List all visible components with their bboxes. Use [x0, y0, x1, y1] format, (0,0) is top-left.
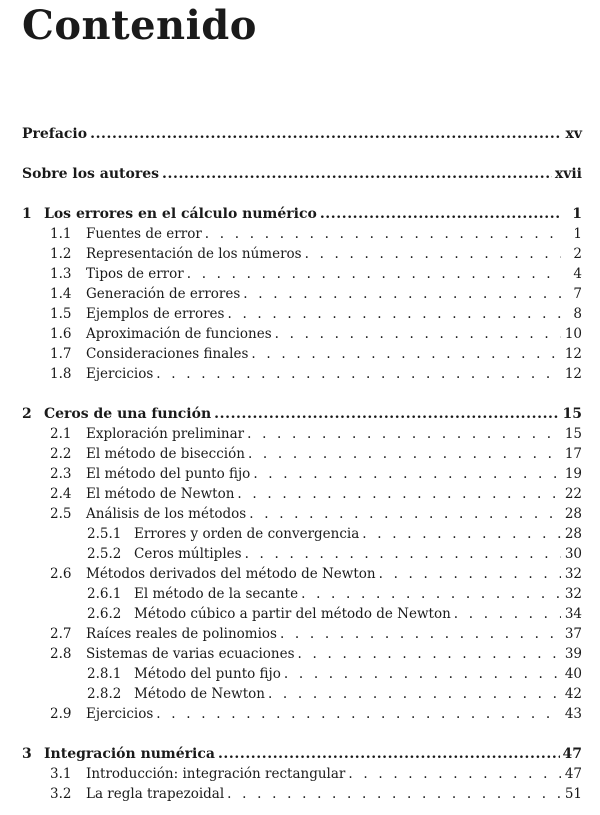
toc-entry-2-5[interactable]: [50, 505, 582, 523]
toc-entry-number: 1.4: [50, 286, 72, 302]
toc-entry-number: 2.5.1: [87, 526, 122, 542]
toc-entry-2-2[interactable]: [50, 445, 582, 463]
toc-entry-number: 2.9: [50, 706, 72, 722]
dot-leader: [249, 505, 561, 523]
toc-entry-label: El método del punto fijo: [86, 466, 251, 482]
dot-leader: [251, 345, 561, 363]
toc-entry-page: 1: [572, 206, 582, 222]
dot-leader: [301, 585, 561, 603]
toc-entry-label: Representación de los números: [86, 246, 302, 262]
toc-entry-number: 2.4: [50, 486, 72, 502]
dot-leader: [348, 765, 561, 783]
toc-entry-label: Aproximación de funciones: [86, 326, 272, 342]
dot-leader: [227, 785, 561, 803]
dot-leader: [275, 325, 561, 343]
toc-entry-page: xv: [565, 126, 582, 142]
toc-entry-1-7[interactable]: [50, 345, 582, 363]
toc-entry-2-7[interactable]: [50, 625, 582, 643]
toc-entry-2-9[interactable]: [50, 705, 582, 723]
toc-entry-number: 2.8: [50, 646, 72, 662]
toc-entry-label: Prefacio: [22, 126, 88, 142]
toc-entry-page: 7: [573, 286, 582, 302]
toc-entry-number: 1.8: [50, 366, 72, 382]
toc-entry-2-8[interactable]: [50, 645, 582, 663]
dot-leader: [156, 365, 561, 383]
toc-entry-page: 34: [564, 606, 582, 622]
toc-entry-label: Ejemplos de errores: [86, 306, 225, 322]
toc-entry-page: 2: [573, 246, 582, 262]
toc-entry-page: 40: [564, 666, 582, 682]
toc-entry-page: 8: [573, 306, 582, 322]
toc-entry-number: 1.6: [50, 326, 72, 342]
dot-leader: [305, 245, 561, 263]
toc-entry-number: 1.1: [50, 226, 72, 242]
dot-leader: [280, 625, 561, 643]
toc-entry-page: 30: [564, 546, 582, 562]
toc-entry-page: 39: [564, 646, 582, 662]
toc-entry-page: 12: [564, 366, 582, 382]
toc-entry-page: 17: [564, 446, 582, 462]
toc-entry-label: La regla trapezoidal: [86, 786, 225, 802]
dot-leader: [379, 565, 561, 583]
toc-entry-label: Ejercicios: [86, 366, 154, 382]
toc-entry-sobre-los-autores[interactable]: [22, 165, 582, 183]
toc-entry-label: Raíces reales de polinomios: [86, 626, 277, 642]
dot-leader: [156, 705, 561, 723]
dot-leader: [237, 485, 561, 503]
toc-entry-number: 2.8.1: [87, 666, 122, 682]
toc-entry-page: 12: [564, 346, 582, 362]
toc-entry-page: 42: [564, 686, 582, 702]
dot-leader: [454, 605, 561, 623]
page-title: Contenido: [22, 2, 257, 49]
dot-leader: [320, 205, 561, 223]
toc-entry-1-5[interactable]: [50, 305, 582, 323]
dot-leader: [243, 285, 561, 303]
toc-entry-number: 2: [22, 406, 32, 422]
toc-entry-1[interactable]: [22, 205, 582, 223]
toc-entry-label: Ceros de una función: [44, 406, 212, 422]
toc-entry-2[interactable]: [22, 405, 582, 423]
dot-leader: [214, 405, 559, 423]
toc-entry-3-2[interactable]: [50, 785, 582, 803]
toc-entry-page: 10: [564, 326, 582, 342]
toc-entry-1-3[interactable]: [50, 265, 582, 283]
toc-entry-number: 2.5: [50, 506, 72, 522]
toc-entry-number: 2.5.2: [87, 546, 122, 562]
toc-entry-label: Integración numérica: [44, 746, 215, 762]
dot-leader: [187, 265, 561, 283]
dot-leader: [90, 125, 561, 143]
toc-entry-number: 2.7: [50, 626, 72, 642]
dot-leader: [227, 305, 561, 323]
toc-entry-label: Sobre los autores: [22, 166, 160, 182]
toc-entry-number: 1.7: [50, 346, 72, 362]
toc-entry-2-6-2[interactable]: [87, 605, 582, 623]
dot-leader: [362, 525, 561, 543]
toc-entry-3[interactable]: [22, 745, 582, 763]
toc-entry-label: Ceros múltiples: [134, 546, 242, 562]
toc-entry-number: 2.1: [50, 426, 72, 442]
toc-entry-label: Métodos derivados del método de Newton: [86, 566, 376, 582]
toc-entry-number: 1.5: [50, 306, 72, 322]
toc-entry-3-1[interactable]: [50, 765, 582, 783]
toc-entry-page: 43: [564, 706, 582, 722]
toc-entry-label: Generación de errores: [86, 286, 241, 302]
toc-entry-page: 1: [573, 226, 582, 242]
toc-entry-page: 51: [564, 786, 582, 802]
toc-entry-2-4[interactable]: [50, 485, 582, 503]
toc-entry-2-8-2[interactable]: [87, 685, 582, 703]
dot-leader: [284, 665, 561, 683]
toc-entry-page: 4: [573, 266, 582, 282]
toc-entry-number: 3.2: [50, 786, 72, 802]
dot-leader: [253, 465, 561, 483]
toc-entry-number: 2.2: [50, 446, 72, 462]
dot-leader: [245, 545, 561, 563]
toc-entry-number: 2.3: [50, 466, 72, 482]
toc-entry-number: 1.3: [50, 266, 72, 282]
dot-leader: [248, 445, 561, 463]
toc-entry-page: 28: [564, 506, 582, 522]
toc-entry-label: Los errores en el cálculo numérico: [44, 206, 317, 222]
toc-entry-page: 47: [564, 766, 582, 782]
toc-entry-label: Ejercicios: [86, 706, 154, 722]
toc-entry-label: Análisis de los métodos: [86, 506, 247, 522]
toc-entry-prefacio[interactable]: [22, 125, 582, 143]
toc-entry-2-3[interactable]: [50, 465, 582, 483]
toc-entry-label: El método de la secante: [134, 586, 299, 602]
toc-entry-number: 2.6.2: [87, 606, 122, 622]
toc-entry-label: El método de Newton: [86, 486, 235, 502]
toc-entry-number: 1: [22, 206, 32, 222]
toc-entry-page: 15: [562, 406, 582, 422]
toc-entry-1-4[interactable]: [50, 285, 582, 303]
toc-entry-page: 47: [562, 746, 582, 762]
toc-entry-label: Tipos de error: [86, 266, 184, 282]
toc-entry-label: El método de bisección: [86, 446, 245, 462]
toc-entry-page: 37: [564, 626, 582, 642]
toc-entry-label: Exploración preliminar: [86, 426, 245, 442]
toc-entry-1-2[interactable]: [50, 245, 582, 263]
toc-entry-2-5-2[interactable]: [87, 545, 582, 563]
toc-entry-2-6[interactable]: [50, 565, 582, 583]
toc-entry-page: 28: [564, 526, 582, 542]
toc-entry-label: Fuentes de error: [86, 226, 202, 242]
toc-entry-page: 15: [564, 426, 582, 442]
toc-entry-number: 1.2: [50, 246, 72, 262]
dot-leader: [298, 645, 561, 663]
toc-entry-page: 32: [564, 566, 582, 582]
toc-entry-1-6[interactable]: [50, 325, 582, 343]
toc-entry-number: 2.6: [50, 566, 72, 582]
toc-entry-label: Método cúbico a partir del método de Newton: [134, 606, 451, 622]
dot-leader: [205, 225, 561, 243]
toc-entry-label: Método de Newton: [134, 686, 265, 702]
dot-leader: [162, 165, 552, 183]
toc-entry-number: 2.8.2: [87, 686, 122, 702]
toc-entry-page: 32: [564, 586, 582, 602]
dot-leader: [268, 685, 561, 703]
dot-leader: [218, 745, 560, 763]
toc-entry-1-1[interactable]: [50, 225, 582, 243]
toc-entry-page: xvii: [554, 166, 582, 182]
toc-entry-2-5-1[interactable]: [87, 525, 582, 543]
toc-entry-label: Método del punto fijo: [134, 666, 281, 682]
toc-entry-number: 3: [22, 746, 32, 762]
dot-leader: [247, 425, 561, 443]
toc-entry-page: 22: [564, 486, 582, 502]
toc-entry-2-1[interactable]: [50, 425, 582, 443]
toc-entry-label: Errores y orden de convergencia: [134, 526, 360, 542]
toc-entry-1-8[interactable]: [50, 365, 582, 383]
toc-entry-label: Sistemas de varias ecuaciones: [86, 646, 295, 662]
toc-entry-number: 2.6.1: [87, 586, 122, 602]
toc-entry-2-6-1[interactable]: [87, 585, 582, 603]
toc-entry-label: Consideraciones finales: [86, 346, 249, 362]
toc-entry-label: Introducción: integración rectangular: [86, 766, 346, 782]
toc-entry-number: 3.1: [50, 766, 72, 782]
toc-entry-page: 19: [564, 466, 582, 482]
toc-entry-2-8-1[interactable]: [87, 665, 582, 683]
